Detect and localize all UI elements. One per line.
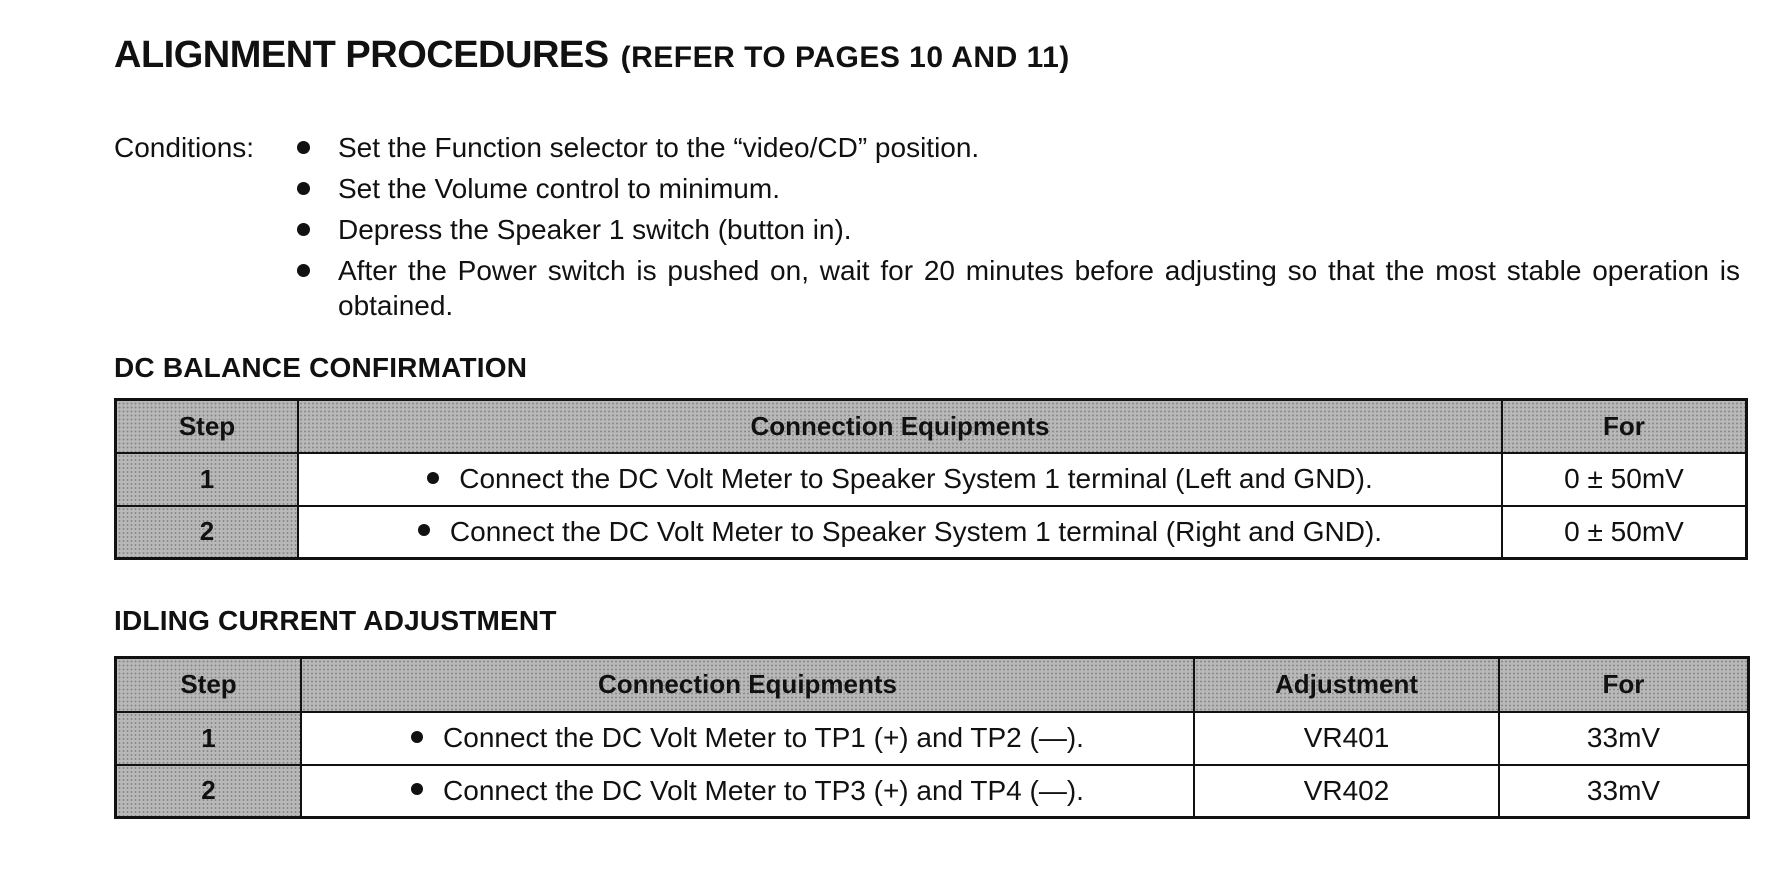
connection-cell [301, 765, 1194, 818]
table-row [116, 506, 1747, 559]
condition-text: Depress the Speaker 1 switch (button in). [338, 214, 852, 245]
condition-text: Set the Function selector to the “video/CD” position. [338, 132, 980, 163]
for-cell: 0 ± 50mV [1502, 506, 1747, 559]
bullet-icon [297, 264, 310, 277]
bullet-icon [297, 182, 310, 195]
condition-item [295, 130, 1740, 165]
col-header-for: For [1502, 400, 1747, 453]
dc-balance-table [114, 398, 1748, 560]
adjustment-cell: VR402 [1194, 765, 1499, 818]
idling-current-heading: IDLING CURRENT ADJUSTMENT [114, 605, 557, 636]
step-cell: 1 [116, 712, 302, 765]
step-cell: 2 [116, 506, 299, 559]
connection-cell [301, 712, 1194, 765]
conditions-label: Conditions: [114, 132, 255, 163]
connection-text: Connect the DC Volt Meter to TP1 (+) and TP2 (—). [443, 722, 1084, 753]
connection-text: Connect the DC Volt Meter to TP3 (+) and TP4 (—). [443, 774, 1084, 806]
condition-item [295, 171, 1740, 206]
page-title-text: ALIGNMENT PROCEDURES [114, 34, 609, 76]
col-header-step: Step [116, 658, 302, 712]
for-cell: 33mV [1499, 712, 1749, 765]
page-title [114, 34, 1070, 77]
bullet-icon [297, 223, 310, 236]
table-row [116, 453, 1747, 506]
condition-text: After the Power switch is pushed on, wait for 20 minutes before adjusting so that the most stable operation is obtained. [338, 255, 1740, 321]
col-header-adjustment: Adjustment [1194, 658, 1499, 712]
connection-text: Connect the DC Volt Meter to Speaker System 1 terminal (Left and GND). [459, 463, 1373, 494]
conditions-list [295, 130, 1740, 329]
bullet-icon [411, 783, 423, 795]
col-header-connection: Connection Equipments [301, 658, 1194, 712]
dc-balance-heading: DC BALANCE CONFIRMATION [114, 352, 528, 383]
condition-item [295, 253, 1740, 323]
step-cell: 1 [116, 453, 299, 506]
bullet-icon [427, 472, 439, 484]
connection-text: Connect the DC Volt Meter to Speaker System 1 terminal (Right and GND). [449, 515, 1383, 547]
idling-current-table [114, 656, 1750, 819]
connection-cell [298, 506, 1502, 559]
bullet-icon [418, 524, 430, 536]
table-header-row [116, 658, 1749, 712]
table-row [116, 712, 1749, 765]
condition-text: Set the Volume control to minimum. [338, 173, 780, 204]
page-subtitle: (REFER TO PAGES 10 AND 11) [620, 41, 1070, 74]
bullet-icon [297, 141, 310, 154]
for-cell: 33mV [1499, 765, 1749, 818]
col-header-connection: Connection Equipments [298, 400, 1502, 453]
condition-item [295, 212, 1740, 247]
table-header-row [116, 400, 1747, 453]
step-cell: 2 [116, 765, 302, 818]
col-header-for: For [1499, 658, 1749, 712]
table-row [116, 765, 1749, 818]
connection-cell [298, 453, 1502, 506]
for-cell: 0 ± 50mV [1502, 453, 1747, 506]
bullet-icon [411, 731, 423, 743]
col-header-step: Step [116, 400, 299, 453]
adjustment-cell: VR401 [1194, 712, 1499, 765]
